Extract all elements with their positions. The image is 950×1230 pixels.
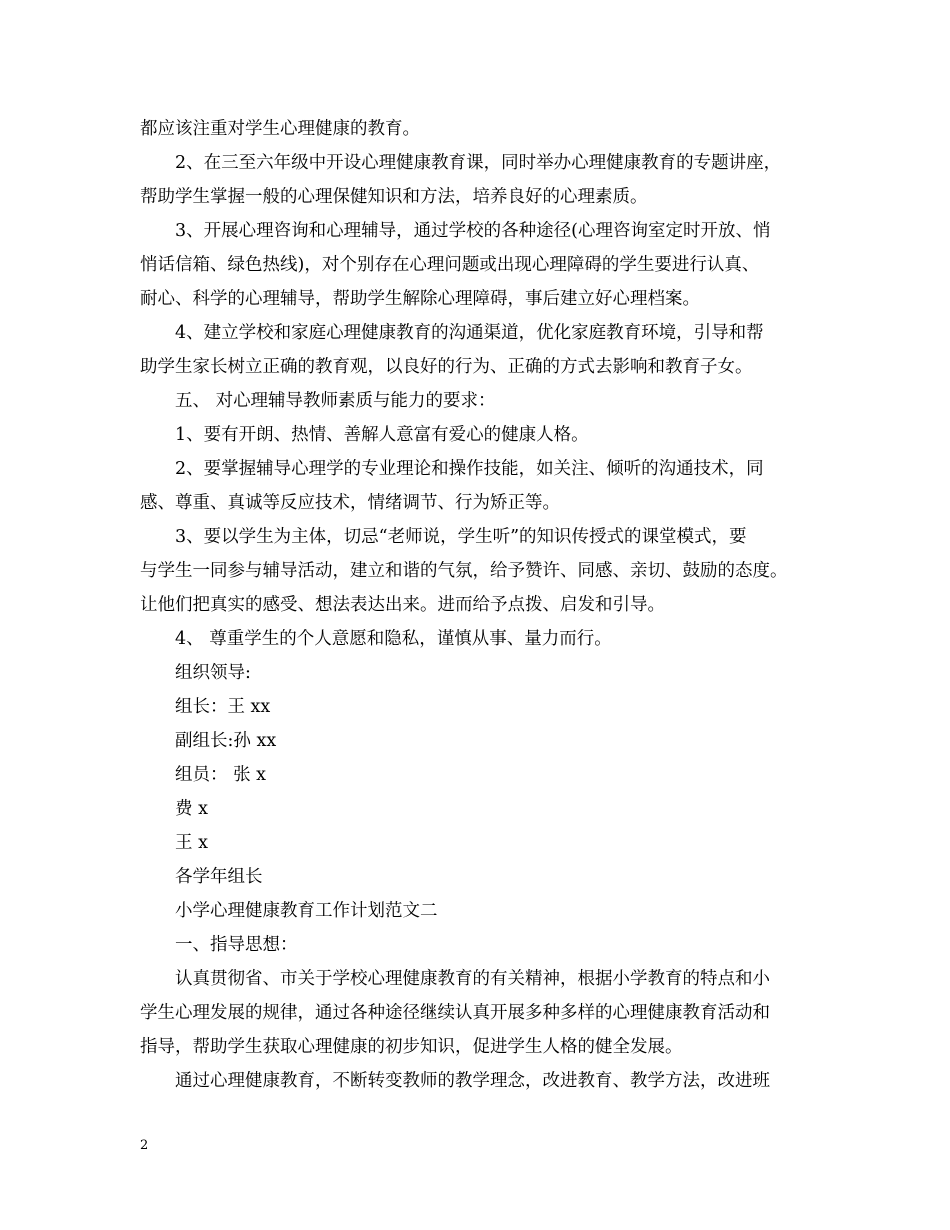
text-line-8: 助学生家长树立正确的教育观，以良好的行为、正确的方式去影响和教育子女。 — [140, 357, 753, 377]
text-line-28: 指导，帮助学生获取心理健康的初步知识，促进学生人格的健全发展。 — [140, 1037, 683, 1057]
text-line-13: 3、要以学生为主体，切忌“老师说，学生听”的知识传授式的课堂模式，要 — [175, 527, 747, 547]
text-line-6: 耐心、科学的心理辅导，帮助学生解除心理障碍，事后建立好心理档案。 — [140, 289, 700, 309]
page-number: 2 — [140, 1138, 149, 1153]
text-line-12: 感、尊重、真诚等反应技术，情绪调节、行为矫正等。 — [140, 493, 560, 513]
text-line-1: 都应该注重对学生心理健康的教育。 — [140, 119, 420, 139]
deputy-group-leader: 副组长:孙 xx — [175, 731, 277, 751]
text-line-27: 学生心理发展的规律，通过各种途径继续认真开展多种多样的心理健康教育活动和 — [140, 1003, 770, 1023]
group-member-1: 组员： 张 x — [175, 765, 266, 785]
group-leader: 组长：王 xx — [175, 697, 271, 717]
org-leadership-heading: 组织领导: — [175, 663, 251, 683]
text-line-29: 通过心理健康教育，不断转变教师的教学理念，改进教育、教学方法，改进班 — [175, 1071, 770, 1091]
section-heading-1: 一、指导思想： — [175, 935, 298, 955]
document-title-2: 小学心理健康教育工作计划范文二 — [175, 901, 438, 921]
text-line-26: 认真贯彻省、市关于学校心理健康教育的有关精神，根据小学教育的特点和小 — [175, 969, 770, 989]
text-line-16: 4、 尊重学生的个人意愿和隐私，谨慎从事、量力而行。 — [175, 629, 612, 649]
text-line-4: 3、开展心理咨询和心理辅导，通过学校的各种途径(心理咨询室定时开放、悄 — [175, 221, 771, 241]
document-body — [140, 112, 830, 1098]
group-member-4: 各学年组长 — [175, 867, 263, 887]
text-line-15: 让他们把真实的感受、想法表达出来。进而给予点拨、启发和引导。 — [140, 595, 665, 615]
group-member-2: 费 x — [175, 799, 208, 819]
group-member-3: 王 x — [175, 833, 208, 853]
text-line-2: 2、在三至六年级中开设心理健康教育课，同时举办心理健康教育的专题讲座， — [175, 153, 782, 173]
text-line-10: 1、要有开朗、热情、善解人意富有爱心的健康人格。 — [175, 425, 589, 445]
text-line-5: 悄话信箱、绿色热线)，对个别存在心理问题或出现心理障碍的学生要进行认真、 — [140, 255, 760, 275]
section-heading-5: 五、 对心理辅导教师素质与能力的要求： — [175, 391, 496, 411]
text-line-7: 4、建立学校和家庭心理健康教育的沟通渠道，优化家庭教育环境，引导和帮 — [175, 323, 764, 343]
text-line-14: 与学生一同参与辅导活动，建立和谐的气氛，给予赞许、同感、亲切、鼓励的态度。 — [140, 561, 788, 581]
text-line-3: 帮助学生掌握一般的心理保健知识和方法，培养良好的心理素质。 — [140, 187, 648, 207]
text-line-11: 2、要掌握辅导心理学的专业理论和操作技能，如关注、倾听的沟通技术，同 — [175, 459, 764, 479]
